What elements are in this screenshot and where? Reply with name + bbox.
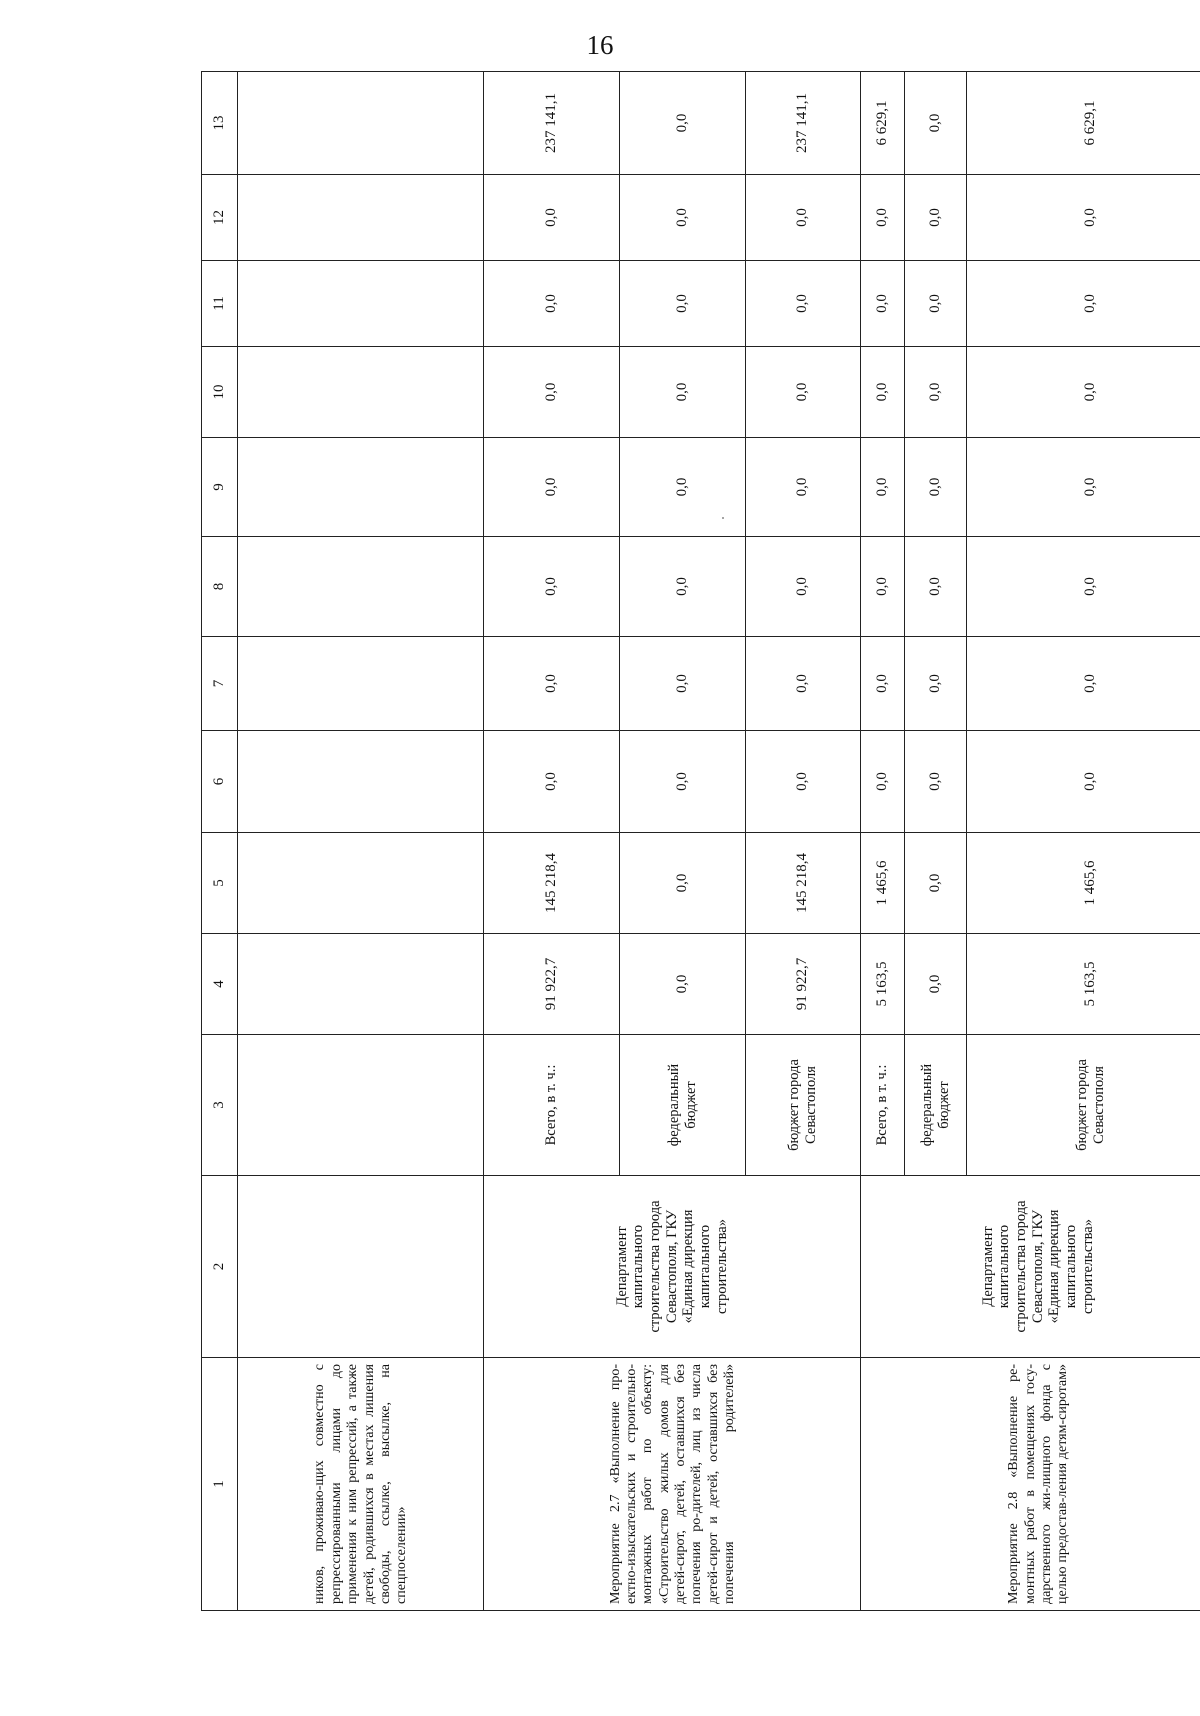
column-number: 12 bbox=[202, 175, 238, 261]
value-cell: 0,0 bbox=[967, 637, 1200, 731]
value-cell: 0,0 bbox=[967, 261, 1200, 347]
empty-cell bbox=[238, 175, 484, 261]
measure-2-8-name: Мероприятие 2.8 «Выполнение ре-монтных работ в помещениях госу-дарственного жи-лищного фонда с целью предостав-ления детям-сиротам» bbox=[861, 1358, 1200, 1611]
value-cell: 0,0 bbox=[620, 175, 746, 261]
value-cell: 0,0 bbox=[620, 537, 746, 637]
value-cell: 0,0 bbox=[484, 731, 620, 833]
column-number: 5 bbox=[202, 833, 238, 934]
funding-source: федеральный бюджет bbox=[905, 1035, 967, 1176]
value-cell: 6 629,1 bbox=[967, 72, 1200, 175]
value-cell: 0,0 bbox=[620, 261, 746, 347]
value-cell: 0,0 bbox=[484, 175, 620, 261]
value-cell: 0,0 bbox=[861, 438, 905, 537]
column-number: 1 bbox=[202, 1358, 238, 1611]
value-cell: 1 465,6 bbox=[861, 833, 905, 934]
value-cell: 0,0 bbox=[484, 537, 620, 637]
continuation-measure-text: ников, проживаю-щих совместно с репрессированными лицами до применения к ним репрессий, а также детей, родившихся в местах лишения свободы, ссылке, высылке, на спецпоселении» bbox=[238, 1358, 484, 1611]
empty-cell bbox=[238, 537, 484, 637]
value-cell: 0,0 bbox=[905, 175, 967, 261]
value-cell: 0,0 bbox=[620, 72, 746, 175]
value-cell: 6 629,1 bbox=[861, 72, 905, 175]
empty-cell bbox=[238, 934, 484, 1035]
measure-2-8-responsible: Департамент капитального строительства города Севастополя, ГКУ «Единая дирекция капитального строительства» bbox=[861, 1176, 1200, 1358]
value-cell: 0,0 bbox=[620, 833, 746, 934]
value-cell: 0,0 bbox=[905, 731, 967, 833]
value-cell: 237 141,1 bbox=[746, 72, 861, 175]
value-cell: 1 465,6 bbox=[967, 833, 1200, 934]
value-cell: 145 218,4 bbox=[484, 833, 620, 934]
value-cell: 0,0 bbox=[746, 731, 861, 833]
value-cell: 0,0 bbox=[905, 438, 967, 537]
value-cell: 0,0 bbox=[620, 934, 746, 1035]
value-cell: 5 163,5 bbox=[861, 934, 905, 1035]
empty-cell bbox=[238, 72, 484, 175]
value-cell: 0,0 bbox=[861, 261, 905, 347]
column-number: 8 bbox=[202, 537, 238, 637]
empty-cell bbox=[238, 637, 484, 731]
column-number: 9 bbox=[202, 438, 238, 537]
value-cell: 0,0 bbox=[905, 833, 967, 934]
scan-speck bbox=[722, 517, 724, 519]
funding-source: федеральный бюджет bbox=[620, 1035, 746, 1176]
rotated-table-frame bbox=[201, 93, 1200, 1611]
measure-2-7-responsible: Департамент капитального строительства города Севастополя, ГКУ «Единая дирекция капитального строительства» bbox=[484, 1176, 861, 1358]
table-row bbox=[861, 72, 905, 1611]
value-cell: 145 218,4 bbox=[746, 833, 861, 934]
column-number: 3 bbox=[202, 1035, 238, 1176]
column-number-row bbox=[202, 72, 238, 1611]
value-cell: 0,0 bbox=[861, 175, 905, 261]
value-cell: 0,0 bbox=[746, 637, 861, 731]
value-cell: 0,0 bbox=[620, 438, 746, 537]
value-cell: 237 141,1 bbox=[484, 72, 620, 175]
value-cell: 0,0 bbox=[905, 934, 967, 1035]
value-cell: 0,0 bbox=[861, 637, 905, 731]
value-cell: 0,0 bbox=[746, 438, 861, 537]
value-cell: 0,0 bbox=[484, 261, 620, 347]
empty-cell bbox=[238, 833, 484, 934]
value-cell: 0,0 bbox=[905, 261, 967, 347]
column-number: 4 bbox=[202, 934, 238, 1035]
column-number: 10 bbox=[202, 347, 238, 438]
value-cell: 0,0 bbox=[746, 261, 861, 347]
funding-source: Всего, в т. ч.: bbox=[861, 1035, 905, 1176]
funding-source: Всего, в т. ч.: bbox=[484, 1035, 620, 1176]
value-cell: 0,0 bbox=[746, 175, 861, 261]
value-cell: 91 922,7 bbox=[746, 934, 861, 1035]
value-cell: 0,0 bbox=[905, 72, 967, 175]
funding-source: бюджет города Севастополя bbox=[746, 1035, 861, 1176]
continuation-row bbox=[238, 72, 484, 1611]
value-cell: 5 163,5 bbox=[967, 934, 1200, 1035]
value-cell: 0,0 bbox=[967, 537, 1200, 637]
value-cell: 0,0 bbox=[484, 347, 620, 438]
value-cell: 0,0 bbox=[967, 438, 1200, 537]
table-row bbox=[484, 72, 620, 1611]
empty-cell bbox=[238, 1176, 484, 1358]
column-number: 6 bbox=[202, 731, 238, 833]
page-number: 16 bbox=[586, 30, 614, 60]
empty-cell bbox=[238, 347, 484, 438]
value-cell: 0,0 bbox=[905, 637, 967, 731]
value-cell: 0,0 bbox=[484, 438, 620, 537]
value-cell: 0,0 bbox=[905, 347, 967, 438]
value-cell: 0,0 bbox=[484, 637, 620, 731]
value-cell: 91 922,7 bbox=[484, 934, 620, 1035]
column-number: 2 bbox=[202, 1176, 238, 1358]
value-cell: 0,0 bbox=[620, 731, 746, 833]
column-number: 11 bbox=[202, 261, 238, 347]
column-number: 7 bbox=[202, 637, 238, 731]
value-cell: 0,0 bbox=[746, 347, 861, 438]
funding-table bbox=[201, 71, 1200, 1611]
empty-cell bbox=[238, 438, 484, 537]
value-cell: 0,0 bbox=[861, 347, 905, 438]
column-number: 13 bbox=[202, 72, 238, 175]
measure-2-7-name: Мероприятие 2.7 «Выполнение про-ектно-изыскательских и строительно-монтажных работ по объекту: «Строительство жилых домов для детей-сирот, детей, оставшихся без попечения ро-дителей, лиц из числа детей-сирот и детей, оставшихся без попечения родителей» bbox=[484, 1358, 861, 1611]
value-cell: 0,0 bbox=[620, 347, 746, 438]
value-cell: 0,0 bbox=[967, 175, 1200, 261]
funding-source: бюджет города Севастополя bbox=[967, 1035, 1200, 1176]
value-cell: 0,0 bbox=[861, 537, 905, 637]
value-cell: 0,0 bbox=[967, 731, 1200, 833]
empty-cell bbox=[238, 261, 484, 347]
empty-cell bbox=[238, 731, 484, 833]
value-cell: 0,0 bbox=[967, 347, 1200, 438]
value-cell: 0,0 bbox=[620, 637, 746, 731]
value-cell: 0,0 bbox=[905, 537, 967, 637]
value-cell: 0,0 bbox=[861, 731, 905, 833]
empty-cell bbox=[238, 1035, 484, 1176]
value-cell: 0,0 bbox=[746, 537, 861, 637]
